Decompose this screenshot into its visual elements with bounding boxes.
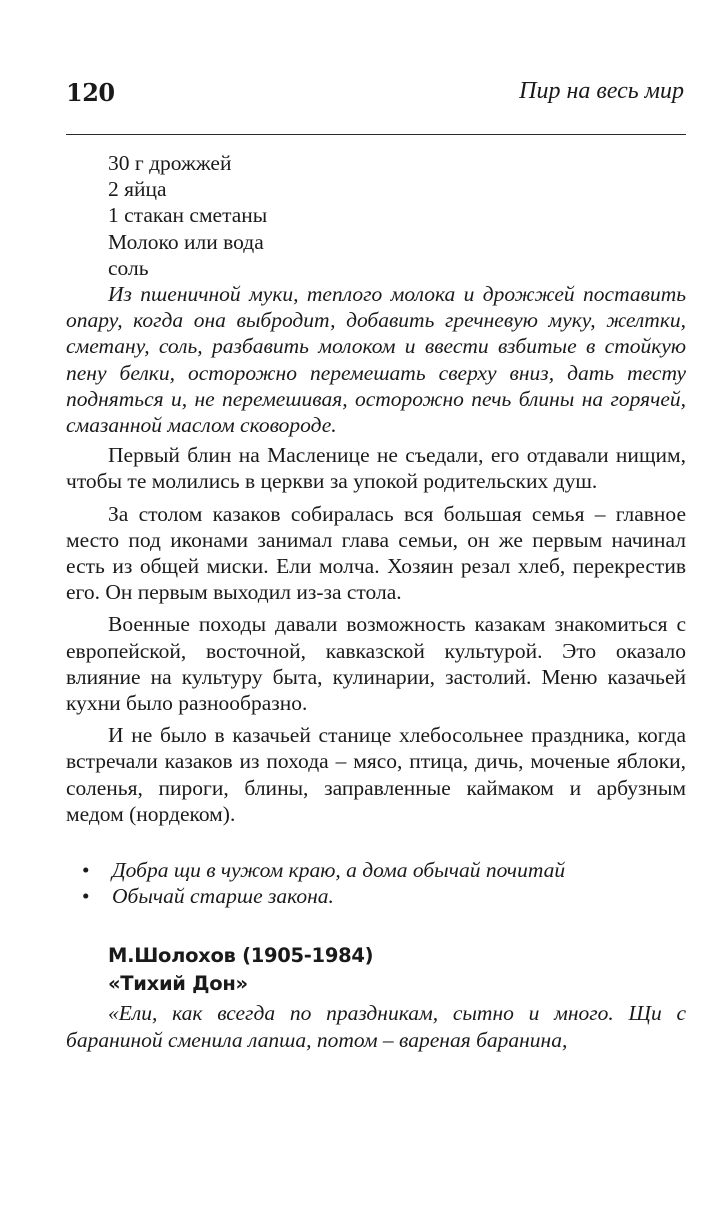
proverb-text: Добра щи в чужом краю, а дома обычай почитай bbox=[112, 858, 566, 883]
proverb-item bbox=[82, 857, 686, 883]
body-paragraph: И не было в казачьей станице хлебосольнее праздника, когда встречали казаков из похода – мясо, птица, дичь, моченые яблоки, соленья, пироги, блины, заправленные каймаком и арбузным медом (нордеком). bbox=[66, 723, 686, 826]
proverb-text: Обычай старше закона. bbox=[112, 884, 334, 909]
ingredient-list bbox=[66, 150, 686, 281]
ingredient-item: Молоко или вода bbox=[108, 229, 264, 254]
body-paragraph: За столом казаков собиралась вся большая семья – главное место под иконами занимал глава семьи, он же первым начинал есть из общей миски. Ели молча. Хозяин резал хлеб, перекрестив его. Он первым выходил из-за стола. bbox=[66, 501, 686, 605]
ingredient-item: 2 яйца bbox=[108, 177, 167, 202]
recipe-instructions: Из пшеничной муки, теплого молока и дрожжей поставить опару, когда она выбродит, добавить гречневую муку, желтки, сметану, соль, разбавить молоком и ввести взбитые в стойкую пену белки, осторожно перемешать сверху вниз, дать тесту подняться и, не перемешивая, осторожно печь блины на горячей, смазанной маслом сковороде. bbox=[66, 282, 686, 438]
bullet-icon: • bbox=[82, 884, 90, 909]
ingredient-item: 1 стакан сметаны bbox=[108, 203, 268, 228]
proverb-item bbox=[82, 883, 686, 909]
proverb-list bbox=[66, 857, 686, 909]
ingredient-item: соль bbox=[108, 255, 149, 280]
bullet-icon: • bbox=[82, 858, 90, 883]
body-paragraph: Военные походы давали возможность казакам знакомиться с европейской, восточной, кавказской культурой. Это оказало влияние на культуру быта, кулинарии, застолий. Меню казачьей кухни было разнообразно. bbox=[66, 612, 686, 716]
header-divider bbox=[66, 134, 686, 135]
running-title: Пир на весь мир bbox=[519, 78, 684, 104]
quote-paragraph: «Ели, как всегда по праздникам, сытно и много. Щи с бараниной сменила лапша, потом – вареная баранина, bbox=[66, 1001, 686, 1052]
body-paragraph: Первый блин на Масленице не съедали, его отдавали нищим, чтобы те молились в церкви за упокой родительских душ. bbox=[66, 443, 686, 494]
author-heading: М.Шолохов (1905-1984) bbox=[108, 944, 374, 968]
page-number: 120 bbox=[66, 78, 115, 107]
ingredient-item: 30 г дрожжей bbox=[108, 151, 232, 175]
book-title: «Тихий Дон» bbox=[108, 972, 248, 996]
page-content bbox=[66, 150, 686, 1053]
page-header bbox=[66, 78, 686, 114]
